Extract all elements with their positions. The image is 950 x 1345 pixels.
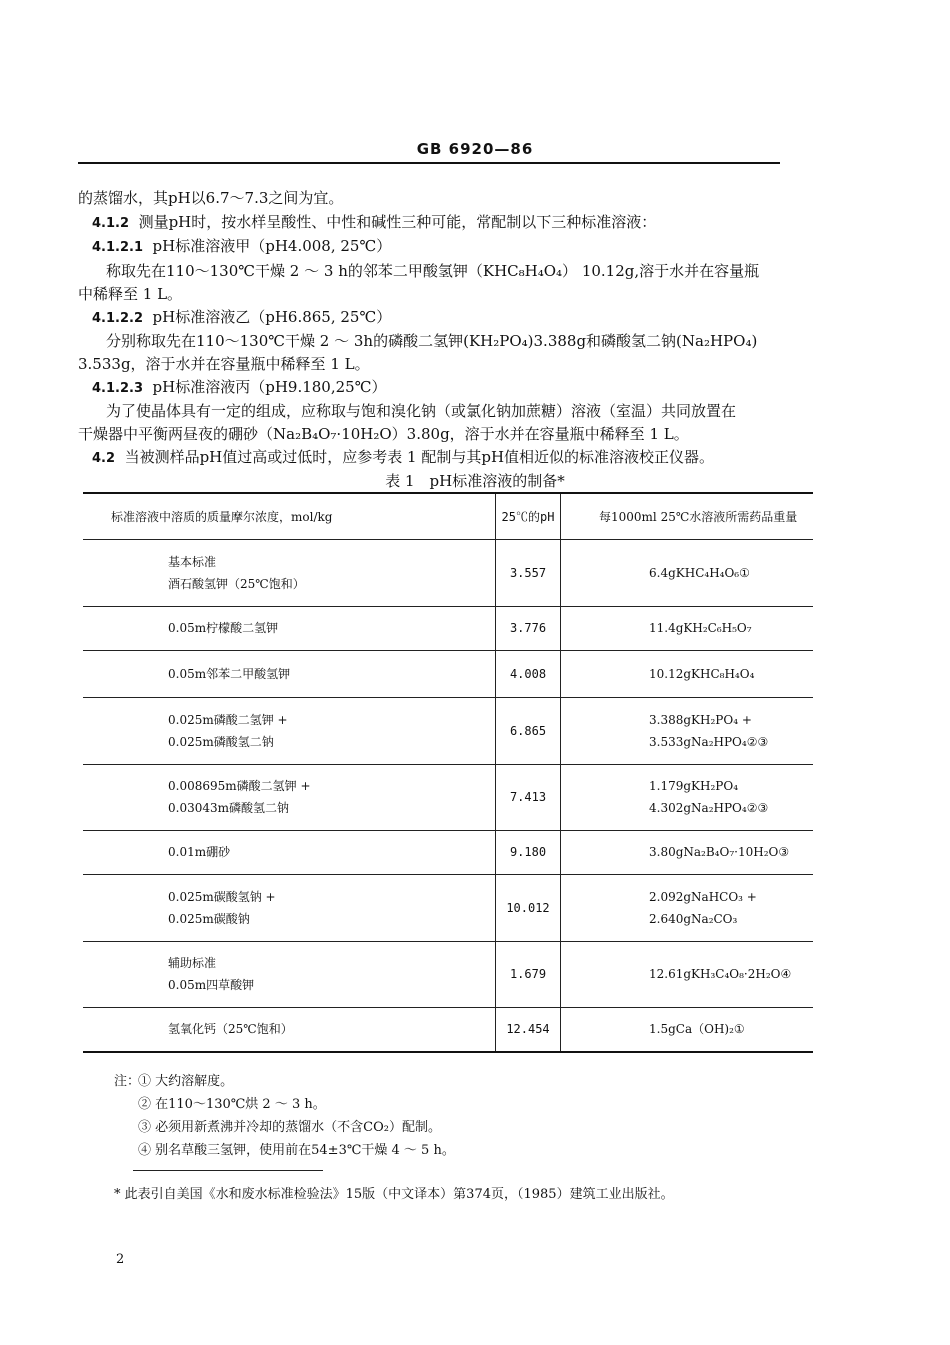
weight-cell xyxy=(561,1007,814,1052)
table-row xyxy=(83,650,813,697)
solute-line: 0.025m碳酸钠 xyxy=(168,911,250,926)
solute-cell xyxy=(83,539,496,606)
weight-line: 1.5gCa（OH)₂① xyxy=(649,1022,745,1037)
table-row xyxy=(83,941,813,1007)
solute-cell xyxy=(83,764,496,830)
solute-cell xyxy=(83,697,496,764)
weight-line: 6.4gKHC₄H₄O₆① xyxy=(649,565,750,580)
section-title: pH标准溶液丙（pH9.180,25℃） xyxy=(152,378,387,396)
paragraph-line: 的蒸馏水，其pH以6.7～7.3之间为宜。 xyxy=(78,189,344,207)
paragraph-line: 分别称取先在110～130℃干燥 2 ～ 3h的磷酸二氢钾(KH₂PO₄)3.388g和磷酸氢二钠(Na₂HPO₄) xyxy=(106,332,758,350)
note-item: ④ 别名草酸三氢钾，使用前在54±3℃干燥 4 ～ 5 h。 xyxy=(138,1143,455,1158)
table-row xyxy=(83,1007,813,1052)
footnote: * 此表引自美国《水和废水标准检验法》15版（中文译本）第374页，（1985）建筑工业出版社。 xyxy=(114,1187,674,1202)
weight-line: 1.179gKH₂PO₄ xyxy=(649,779,738,793)
weight-cell xyxy=(561,650,814,697)
section-4-1-2 xyxy=(92,212,656,234)
header-weight: 每1000ml 25℃水溶液所需药品重量 xyxy=(561,493,814,539)
ph-standard-table xyxy=(83,492,813,1053)
weight-cell xyxy=(561,941,814,1007)
solute-line: 基本标准 xyxy=(168,554,217,569)
notes-label: 注： xyxy=(114,1074,141,1089)
solute-line: 氢氧化钙（25℃饱和） xyxy=(168,1022,293,1037)
header-solute: 标准溶液中溶质的质量摩尔浓度，mol/kg xyxy=(83,493,496,539)
solute-line: 0.03043m磷酸氢二钠 xyxy=(168,801,290,815)
weight-line: 11.4gKH₂C₆H₅O₇ xyxy=(649,621,752,635)
solute-cell xyxy=(83,650,496,697)
paragraph-line: 干燥器中平衡两昼夜的硼砂（Na₂B₄O₇·10H₂O）3.80g，溶于水并在容量瓶中稀释至 1 L。 xyxy=(78,425,689,443)
weight-line: 3.80gNa₂B₄O₇·10H₂O③ xyxy=(649,845,790,859)
weight-line: 3.533gNa₂HPO₄②③ xyxy=(649,734,769,749)
section-text: 测量pH时，按水样呈酸性、中性和碱性三种可能，常配制以下三种标准溶液： xyxy=(138,213,657,231)
weight-cell xyxy=(561,830,814,874)
weight-cell xyxy=(561,697,814,764)
ph-cell: 6.865 xyxy=(496,697,561,764)
table-row xyxy=(83,874,813,941)
solute-cell xyxy=(83,941,496,1007)
paragraph-line: 为了使晶体具有一定的组成，应称取与饱和溴化钠（或氯化钠加蔗糖）溶液（室温）共同放置在 xyxy=(106,402,737,420)
note-item: ② 在110～130℃烘 2 ～ 3 h。 xyxy=(138,1097,326,1112)
ph-cell: 12.454 xyxy=(496,1007,561,1052)
section-number: 4.2 xyxy=(92,451,116,466)
weight-line: 2.640gNa₂CO₃ xyxy=(649,911,738,926)
ph-cell: 10.012 xyxy=(496,874,561,941)
table-row xyxy=(83,697,813,764)
table-row xyxy=(83,830,813,874)
paragraph-line: 中稀释至 1 L。 xyxy=(78,285,183,303)
solute-line: 0.025m磷酸氢二钠 xyxy=(168,734,274,749)
weight-cell xyxy=(561,874,814,941)
ph-cell: 3.557 xyxy=(496,539,561,606)
solute-line: 0.025m磷酸二氢钾 + xyxy=(168,712,288,727)
solute-line: 0.05m四草酸钾 xyxy=(168,978,255,992)
weight-line: 12.61gKH₃C₄O₈·2H₂O④ xyxy=(649,967,792,981)
ph-cell: 1.679 xyxy=(496,941,561,1007)
solute-line: 辅助标准 xyxy=(168,956,217,970)
ph-cell: 3.776 xyxy=(496,606,561,650)
solute-cell xyxy=(83,1007,496,1052)
section-title: pH标准溶液乙（pH6.865, 25℃） xyxy=(152,308,392,326)
weight-cell xyxy=(561,764,814,830)
note-item: ③ 必须用新煮沸并冷却的蒸馏水（不含CO₂）配制。 xyxy=(138,1120,441,1135)
weight-line: 3.388gKH₂PO₄ + xyxy=(649,712,752,727)
table-caption: 表 1 pH标准溶液的制备* xyxy=(385,472,565,490)
section-number: 4.1.2.3 xyxy=(92,381,143,396)
table-row xyxy=(83,764,813,830)
section-number: 4.1.2 xyxy=(92,216,130,231)
section-4-1-2-2 xyxy=(92,307,391,329)
footnote-rule xyxy=(133,1170,323,1171)
solute-line: 0.01m硼砂 xyxy=(168,845,231,859)
weight-line: 4.302gNa₂HPO₄②③ xyxy=(649,801,769,815)
note-item: ① 大约溶解度。 xyxy=(138,1074,234,1089)
weight-line: 2.092gNaHCO₃ + xyxy=(649,889,757,904)
solute-line: 0.05m邻苯二甲酸氢钾 xyxy=(168,666,291,681)
section-text: 当被测样品pH值过高或过低时，应参考表 1 配制与其pH值相近似的标准溶液校正仪器。 xyxy=(124,448,715,466)
solute-cell xyxy=(83,874,496,941)
section-4-2 xyxy=(92,447,714,469)
section-4-1-2-1 xyxy=(92,236,391,258)
solute-line: 0.025m碳酸氢钠 + xyxy=(168,889,276,904)
table-row xyxy=(83,539,813,606)
solute-cell xyxy=(83,830,496,874)
header-rule xyxy=(78,162,780,164)
table-header-row xyxy=(83,493,813,539)
page-number: 2 xyxy=(116,1252,125,1267)
solute-cell xyxy=(83,606,496,650)
weight-cell xyxy=(561,539,814,606)
weight-line: 10.12gKHC₈H₄O₄ xyxy=(649,666,755,681)
paragraph-line: 称取先在110～130℃干燥 2 ～ 3 h的邻苯二甲酸氢钾（KHC₈H₄O₄） 10.12g,溶于水并在容量瓶 xyxy=(106,262,760,280)
weight-cell xyxy=(561,606,814,650)
paragraph-line: 3.533g，溶于水并在容量瓶中稀释至 1 L。 xyxy=(78,355,370,373)
section-title: pH标准溶液甲（pH4.008, 25℃） xyxy=(152,237,392,255)
ph-cell: 4.008 xyxy=(496,650,561,697)
section-number: 4.1.2.1 xyxy=(92,240,143,255)
ph-cell: 9.180 xyxy=(496,830,561,874)
table-row xyxy=(83,606,813,650)
section-4-1-2-3 xyxy=(92,377,387,399)
solute-line: 0.008695m磷酸二氢钾 + xyxy=(168,779,311,793)
solute-line: 酒石酸氢钾（25℃饱和） xyxy=(168,576,305,591)
header-ph: 25℃的pH xyxy=(496,493,561,539)
section-number: 4.1.2.2 xyxy=(92,311,143,326)
standard-id-header: GB 6920—86 xyxy=(416,140,534,158)
ph-cell: 7.413 xyxy=(496,764,561,830)
solute-line: 0.05m柠檬酸二氢钾 xyxy=(168,621,279,635)
